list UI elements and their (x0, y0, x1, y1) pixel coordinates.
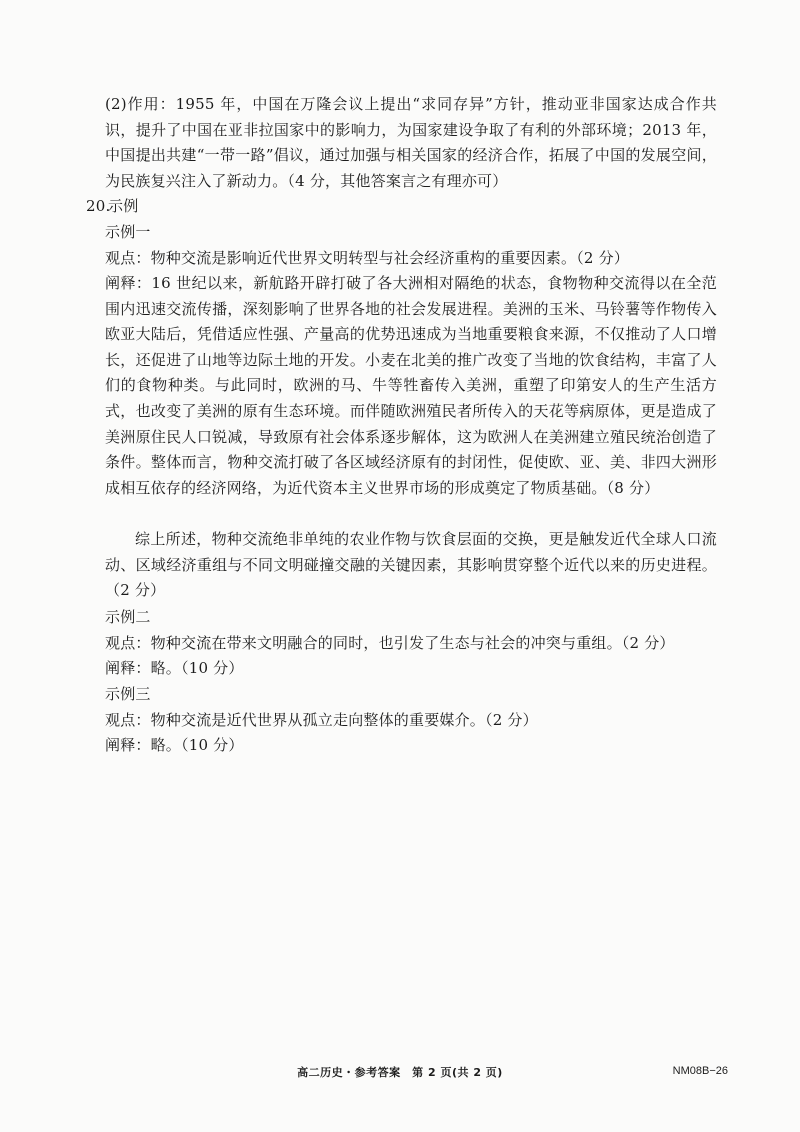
example2-viewpoint: 观点：物种交流在带来文明融合的同时，也引发了生态与社会的冲突与重组。（2 分） (105, 634, 675, 652)
example1-viewpoint: 观点：物种交流是影响近代世界文明转型与社会经济重构的重要因素。（2 分） (105, 249, 630, 267)
q19-part2-text: (2)作用：1955 年，中国在万隆会议上提出“求同存异”方针，推动亚非国家达成合作共识，提升了中国在亚非拉国家中的影响力，为国家建设争取了有利的外部环境；2013 年，中国提出共建“一带一路”倡议，通过加强与相关国家的经济合作，拓展了中国的发展空间，为民族复兴注入了新动力。（4 分，其他答案言之有理亦可） (105, 95, 717, 190)
example3-title: 示例三 (105, 685, 151, 703)
q20-heading: 示例 (108, 197, 139, 215)
page-footer: 高二历史・参考答案 第 2 页(共 2 页) (297, 1066, 503, 1079)
document-code: NM08B−26 (672, 1065, 728, 1077)
q20-number: 20. (86, 197, 111, 215)
example1-explanation: 阐释：16 世纪以来，新航路开辟打破了各大洲相对隔绝的状态，食物物种交流得以在全范围内迅速交流传播，深刻影响了世界各地的社会发展进程。美洲的玉米、马铃薯等作物传入欧亚大陆后，凭借适应性强、产量高的优势迅速成为当地重要粮食来源，不仅推动了人口增长，还促进了山地等边际土地的开发。小麦在北美的推广改变了当地的饮食结构，丰富了人们的食物种类。与此同时，欧洲的马、牛等牲畜传入美洲，重塑了印第安人的生产生活方式，也改变了美洲的原有生态环境。而伴随欧洲殖民者所传入的天花等病原体，更是造成了美洲原住民人口锐减，导致原有社会体系逐步解体，这为欧洲人在美洲建立殖民统治创造了条件。整体而言，物种交流打破了各区域经济原有的封闭性，促使欧、亚、美、非四大洲形成相互依存的经济网络，为近代资本主义世界市场的形成奠定了物质基础。（8 分） (105, 274, 717, 497)
example1-title: 示例一 (105, 223, 151, 241)
example3-viewpoint: 观点：物种交流是近代世界从孤立走向整体的重要媒介。（2 分） (105, 711, 538, 729)
example1-conclusion: 综上所述，物种交流绝非单纯的农业作物与饮食层面的交换，更是触发近代全球人口流动、区域经济重组与不同文明碰撞交融的关键因素，其影响贯穿整个近代以来的历史进程。（2 分） (105, 530, 717, 600)
example3-explanation: 阐释：略。（10 分） (105, 736, 244, 754)
example2-title: 示例二 (105, 608, 151, 626)
example2-explanation: 阐释：略。（10 分） (105, 659, 244, 677)
